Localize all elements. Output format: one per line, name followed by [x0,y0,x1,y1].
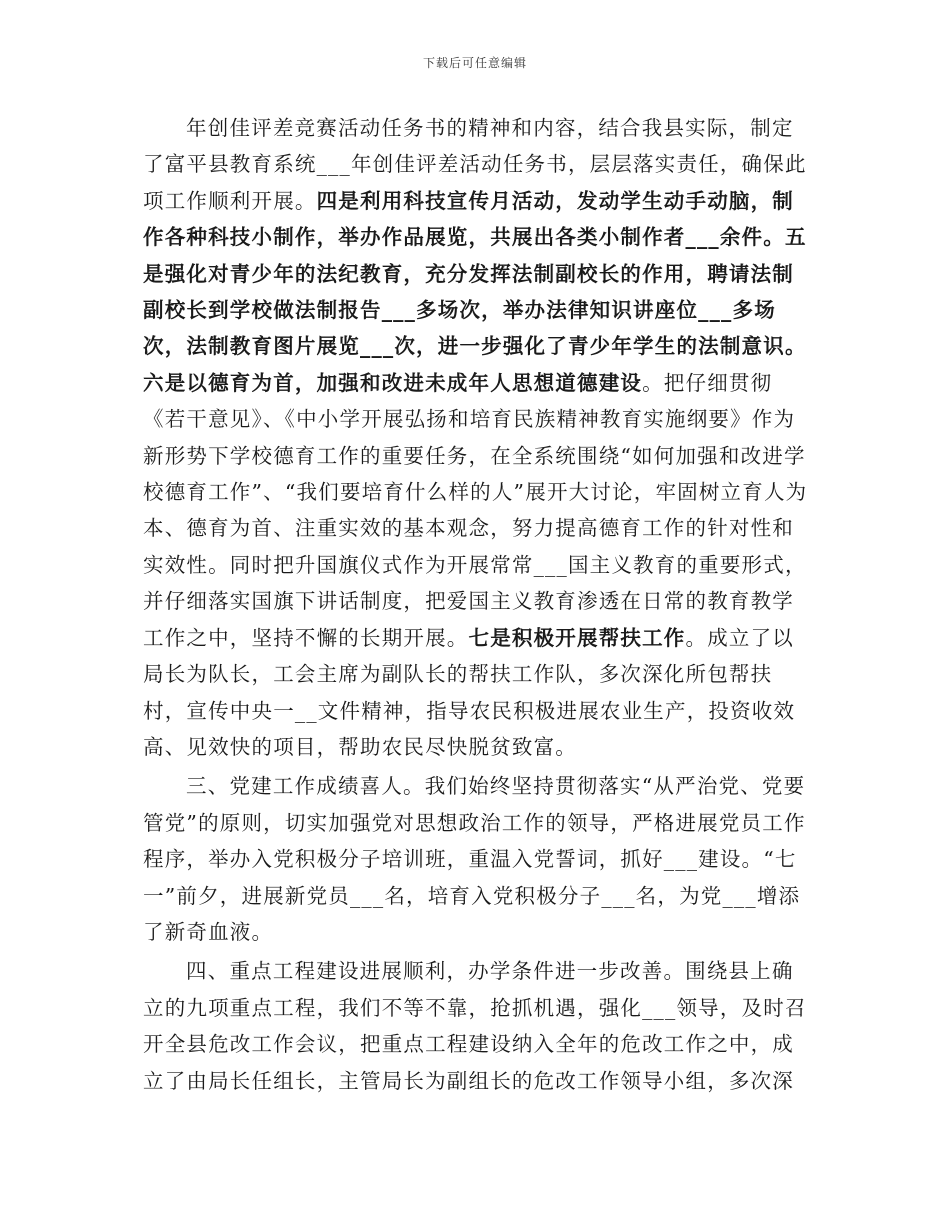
document-body [143,110,813,1099]
bold-emphasis-text: 七是积极开展帮扶工作 [468,625,686,650]
paragraph-text: 年创佳评差竞赛活动任务书的精神和内容，结合我县实际，制定了富平县教育系统___年创佳评差活动任务书，层层落实责任，确保此项工作顺利开展。 [143,116,807,213]
page-header: 下载后可任意编辑 [422,56,527,70]
paragraph-text: 四、重点工程建设进展顺利，办学条件进一步改善。围绕县上确立的九项重点工程，我们不等不靠，抢抓机遇，强化___领导，及时召开全县危改工作会议，把重点工程建设纳入全年的危改工作之中，成立了由局长任组长，主管局长为副组长的危改工作领导小组，多次深 [143,959,807,1093]
paragraph-text: 。成立了以局长为队长，工会主席为副队长的帮扶工作队，多次深化所包帮扶村，宣传中央一__文件精神，指导农民积极进展农业生产，投资收效高、见效快的项目，帮助农民尽快脱贫致富。 [143,625,796,759]
bold-emphasis-text: 四是利用科技宣传月活动，发动学生动手动脑，制作各种科技小制作，举办作品展览，共展出各类小制作者___余件。五是强化对青少年的法纪教育，充分发挥法制副校长的作用，聘请法制副校长到学校做法制报告___多场次，举办法律知识讲座位___多场次，法制教育图片展览___次，进一步强化了青少年学生的法制意识。六是以德育为首，加强和改进未成年人思想道德建设 [143,188,807,395]
paragraph-text: 三、党建工作成绩喜人。我们始终坚持贯彻落实“从严治党、党要管党”的原则，切实加强党对思想政治工作的领导，严格进展党员工作程序，举办入党积极分子培训班，重温入党誓词，抓好___建设。“七一”前夕，进展新党员___名，培育入党积极分子___名，为党___增添了新奇血液。 [143,774,806,944]
paragraph-1 [143,110,813,765]
paragraph-3 [143,953,813,1099]
paragraph-2 [143,768,813,950]
paragraph-text: 。把仔细贯彻《若干意见》、《中小学开展弘扬和培育民族精神教育实施纲要》作为新形势下学校德育工作的重要任务，在全系统围绕“如何加强和改进学校德育工作”、“我们要培育什么样的人”展开大讨论，牢固树立育人为本、德育为首、注重实效的基本观念，努力提高德育工作的针对性和实效性。同时把升国旗仪式作为开展常常___国主义教育的重要形式，并仔细落实国旗下讲话制度，把爱国主义教育渗透在日常的教育教学工作之中，坚持不懈的长期开展。 [143,370,808,650]
